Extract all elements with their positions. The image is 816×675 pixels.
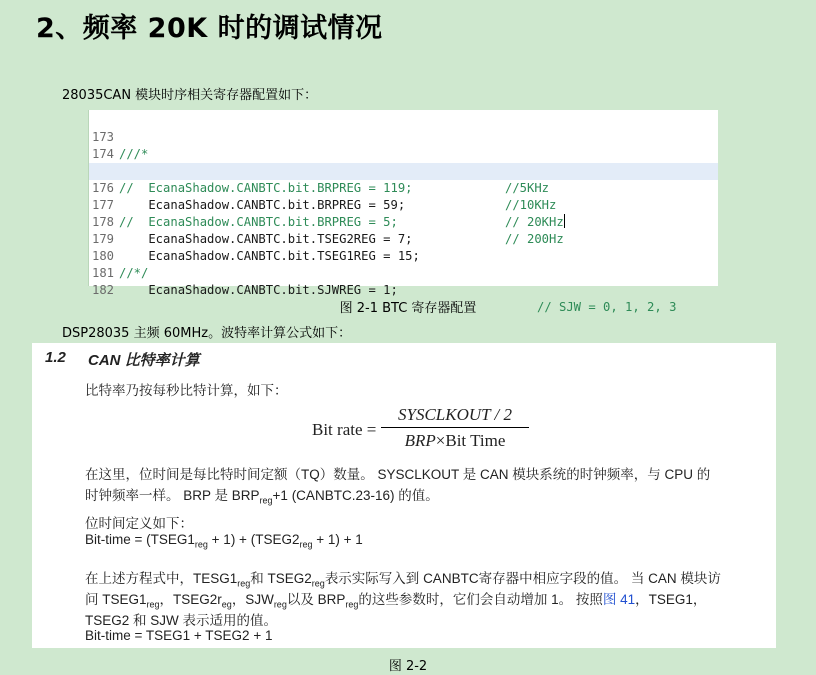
section-number: 1.2 — [45, 349, 66, 366]
spec-line: 在这里，位时间是每比特时间定额（TQ）数量。 SYSCLKOUT 是 CAN 模块系统的时钟频率，与 CPU 的 — [85, 467, 711, 482]
code-text: EcanaShadow.CANBTC.bit.SJWREG = 1; — [119, 283, 398, 297]
formula-numerator: SYSCLKOUT / 2 — [381, 405, 529, 428]
spec-line: 时钟频率一样。 BRP 是 $BRP_{reg}+1$ (CANBTC.23-16) 的值。 — [85, 488, 439, 506]
code-comment: // SJW = 0, 1, 2, 3 — [537, 300, 677, 314]
figure-41-link[interactable]: 图 41 — [602, 592, 636, 607]
spec-line: 位时间定义如下： — [85, 516, 193, 531]
code-comment: // 20KHz — [505, 215, 564, 229]
code-text: ///* — [119, 147, 149, 161]
spec-excerpt — [32, 343, 776, 648]
code-text: // EcanaShadow.CANBTC.bit.BRPREG = 119; — [119, 181, 413, 195]
page-heading: 2、频率 20K 时的调试情况 — [36, 13, 383, 44]
section-title: CAN 比特率计算 — [88, 352, 200, 369]
code-text: EcanaShadow.CANBTC.bit.TSEG2REG = 7; — [119, 232, 413, 246]
formula-denominator: BRP×Bit Time — [404, 431, 506, 450]
line-number: 176 — [92, 181, 115, 195]
line-number: 177 — [92, 198, 115, 212]
line-number: 179 — [92, 232, 115, 246]
line-number: 178 — [92, 215, 115, 229]
bit-time-formula: Bit-time = $(TSEG1_{reg} + 1)$ + $(TSEG2_{reg} + 1) + 1$ — [85, 532, 363, 550]
code-text: EcanaShadow.CANBTC.bit.TSEG1REG = 15; — [119, 249, 420, 263]
bit-time-formula-2: Bit-time = TSEG1 + TSEG2 + 1 — [85, 628, 273, 643]
line-number: 182 — [92, 283, 115, 297]
line-number: 173 — [92, 130, 115, 144]
line-number: 174 — [92, 147, 115, 161]
spec-line: 问 $TSEG1_{reg}$，$TSEG2r_{eg}$，$SJW_{reg}$以及 $BRP_{reg}$的这些参数时，它们会自动增加 1。 按照图 41，TSEG1， — [85, 592, 707, 610]
formula-fraction — [381, 405, 529, 451]
spec-line: TSEG2 和 SJW 表示适用的值。 — [85, 613, 278, 628]
line-number: 181 — [92, 266, 115, 280]
spec-line: 在上述方程式中，$TESG1_{reg}$和 $TSEG2_{reg}$表示实际写入到 CANBTC寄存器中相应字段的值。 当 CAN 模块访 — [85, 571, 721, 589]
code-text: // EcanaShadow.CANBTC.bit.BRPREG = 5; — [119, 215, 398, 229]
code-text: EcanaShadow.CANBTC.bit.BRPREG = 59; — [119, 198, 406, 212]
code-comment: //10KHz — [505, 198, 557, 212]
spec-line: 比特率乃按每秒比特计算，如下： — [85, 383, 288, 398]
formula-lhs: Bit rate = — [312, 420, 377, 439]
code-comment: // 200Hz — [505, 232, 564, 246]
intro-paragraph-2: DSP28035 主频 60MHz。波特率计算公式如下： — [62, 326, 352, 341]
figure-caption-1: 图 2-1 BTC 寄存器配置 — [339, 301, 477, 316]
line-number: 180 — [92, 249, 115, 263]
code-comment: //5KHz — [505, 181, 550, 195]
intro-paragraph-1: 28035CAN 模块时序相关寄存器配置如下： — [62, 88, 318, 103]
code-text: //*/ — [119, 266, 149, 280]
figure-caption-2: 图 2-2 — [388, 659, 428, 674]
